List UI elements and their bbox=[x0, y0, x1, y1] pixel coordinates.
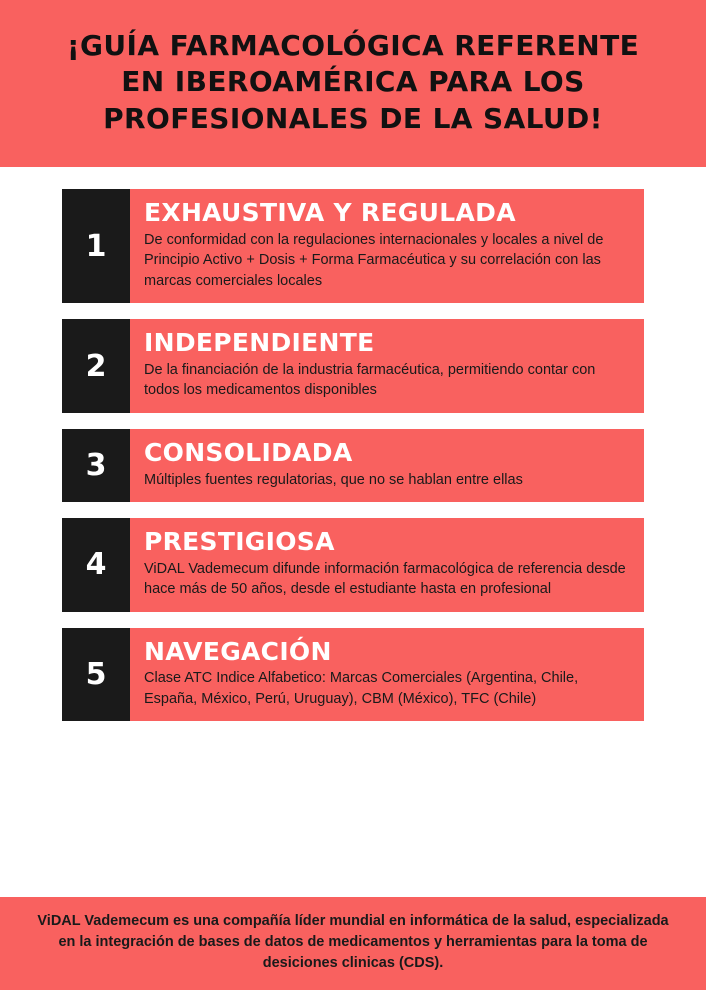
list-item-body bbox=[130, 518, 644, 612]
list-item-body bbox=[130, 429, 644, 502]
list-item-text: Múltiples fuentes regulatorias, que no se hablan entre ellas bbox=[144, 471, 523, 488]
list-item-heading: INDEPENDIENTE bbox=[144, 328, 375, 358]
list-item-heading: EXHAUSTIVA Y REGULADA bbox=[144, 198, 516, 228]
list-item bbox=[62, 518, 644, 612]
footer-text: ViDAL Vademecum es una compañía líder mundial en informática de la salud, especializada en la integración de bases de datos de medicamentos y herramientas para la toma de desiciones clinicas (CDS). bbox=[37, 912, 669, 971]
page-title: ¡GUÍA FARMACOLÓGICA REFERENTE EN IBEROAMÉRICA PARA LOS PROFESIONALES DE LA SALUD! bbox=[66, 29, 640, 135]
list-item-heading: NAVEGACIÓN bbox=[144, 636, 332, 666]
feature-list bbox=[0, 167, 706, 721]
list-item-body bbox=[130, 628, 644, 722]
list-item-text: ViDAL Vademecum difunde información farmacológica de referencia desde hace más de 50 años, desde el estudiante hasta en profesional bbox=[144, 560, 626, 598]
list-item-number: 3 bbox=[62, 429, 130, 502]
list-item bbox=[62, 319, 644, 413]
list-item-body bbox=[130, 319, 644, 413]
footer-banner bbox=[0, 897, 706, 990]
header-banner bbox=[0, 0, 706, 167]
list-item-heading: PRESTIGIOSA bbox=[144, 527, 335, 557]
list-item-heading: CONSOLIDADA bbox=[144, 438, 353, 468]
list-item-number: 2 bbox=[62, 319, 130, 413]
list-item-number: 4 bbox=[62, 518, 130, 612]
list-item bbox=[62, 628, 644, 722]
list-item-number: 5 bbox=[62, 628, 130, 722]
list-item bbox=[62, 429, 644, 502]
list-item-text: De conformidad con la regulaciones internacionales y locales a nivel de Principio Activo + Dosis + Forma Farmacéutica y su correlación con las marcas comerciales locales bbox=[144, 231, 604, 289]
list-item-body bbox=[130, 189, 644, 303]
list-item-number: 1 bbox=[62, 189, 130, 303]
list-item-text: Clase ATC Indice Alfabetico: Marcas Comerciales (Argentina, Chile, España, México, Perú, Uruguay), CBM (México), TFC (Chile) bbox=[144, 670, 579, 707]
list-item bbox=[62, 189, 644, 303]
list-item-text: De la financiación de la industria farmacéutica, permitiendo contar con todos los medicamentos disponibles bbox=[144, 361, 596, 399]
